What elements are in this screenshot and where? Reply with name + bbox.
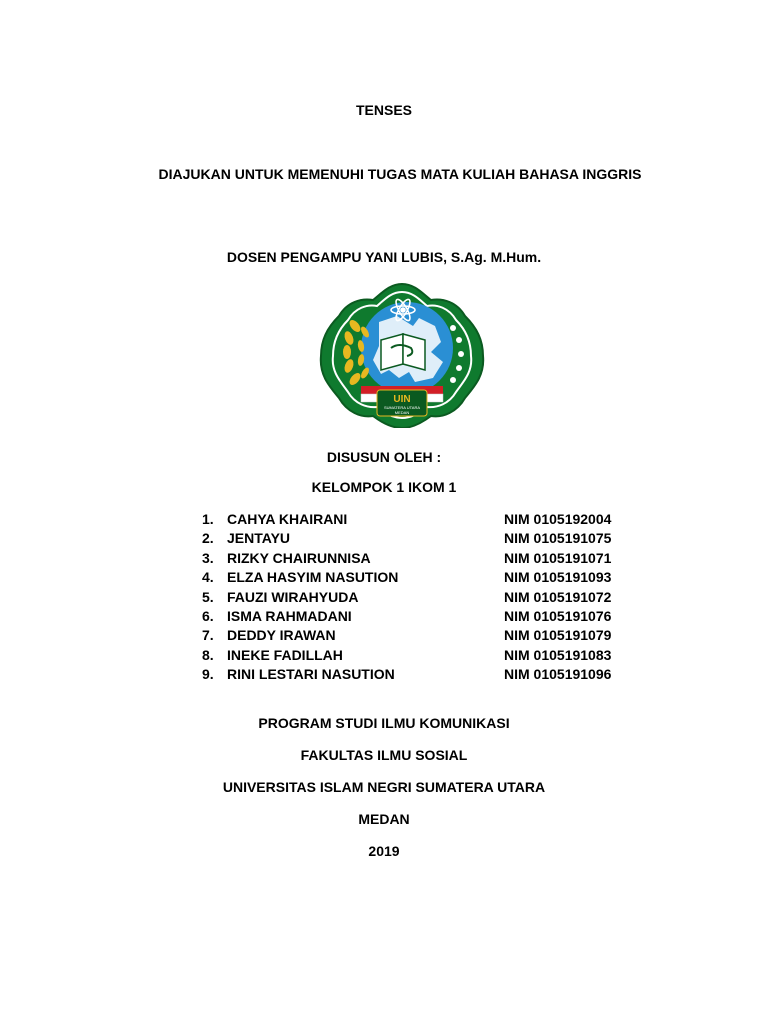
compiled-by-heading: DISUSUN OLEH : [326, 449, 442, 465]
member-nim: NIM 0105191093 [504, 569, 612, 586]
group-name: KELOMPOK 1 IKOM 1 [311, 479, 457, 495]
member-row [202, 549, 642, 568]
member-row [202, 665, 642, 684]
logo-uin-subtext: SUMATERA UTARA [383, 405, 421, 410]
member-row [202, 626, 642, 645]
lecturer-line: DOSEN PENGAMPU YANI LUBIS, S.Ag. M.Hum. [226, 249, 542, 265]
member-nim: NIM 0105192004 [504, 511, 612, 527]
university-logo [319, 282, 485, 428]
member-row [202, 529, 642, 548]
member-list [202, 510, 642, 685]
university-name: UNIVERSITAS ISLAM NEGRI SUMATERA UTARA [222, 779, 546, 795]
member-name: ISMA RAHMADANI [227, 607, 352, 624]
member-row [202, 510, 642, 529]
logo-uin-city: MEDAN [394, 410, 410, 415]
member-nim: NIM 0105191079 [504, 627, 612, 644]
member-name: FAUZI WIRAHYUDA [227, 588, 359, 605]
member-nim: NIM 0105191083 [504, 646, 612, 663]
member-number: 5. [202, 588, 214, 605]
study-program: PROGRAM STUDI ILMU KOMUNIKASI [258, 715, 510, 731]
member-name: CAHYA KHAIRANI [227, 511, 348, 527]
member-row [202, 607, 642, 626]
member-number: 3. [202, 549, 214, 566]
member-nim: NIM 0105191072 [504, 588, 612, 605]
member-row [202, 646, 642, 665]
member-row [202, 588, 642, 607]
year-label: 2019 [368, 843, 400, 859]
member-name: JENTAYU [227, 530, 291, 547]
member-name: RINI LESTARI NASUTION [227, 666, 395, 683]
member-row [202, 568, 642, 587]
member-number: 2. [202, 530, 214, 547]
member-name: DEDDY IRAWAN [227, 627, 336, 644]
member-name: INEKE FADILLAH [227, 646, 343, 663]
faculty-name: FAKULTAS ILMU SOSIAL [300, 747, 468, 763]
member-nim: NIM 0105191071 [504, 549, 612, 566]
city-name: MEDAN [358, 811, 410, 827]
member-number: 6. [202, 607, 214, 624]
logo-open-book [381, 334, 425, 370]
member-number: 1. [202, 511, 214, 527]
assignment-purpose: DIAJUKAN UNTUK MEMENUHI TUGAS MATA KULIAH BAHASA INGGRIS [158, 166, 642, 182]
member-nim: NIM 0105191076 [504, 607, 612, 624]
member-number: 4. [202, 569, 214, 586]
logo-uin-text: UIN [393, 394, 411, 405]
member-name: ELZA HASYIM NASUTION [227, 569, 399, 586]
member-number: 9. [202, 666, 214, 683]
member-number: 8. [202, 646, 214, 663]
member-name: RIZKY CHAIRUNNISA [227, 549, 371, 566]
member-number: 7. [202, 627, 214, 644]
document-title: TENSES [355, 102, 412, 118]
member-nim: NIM 0105191075 [504, 530, 612, 547]
member-nim: NIM 0105191096 [504, 666, 612, 683]
